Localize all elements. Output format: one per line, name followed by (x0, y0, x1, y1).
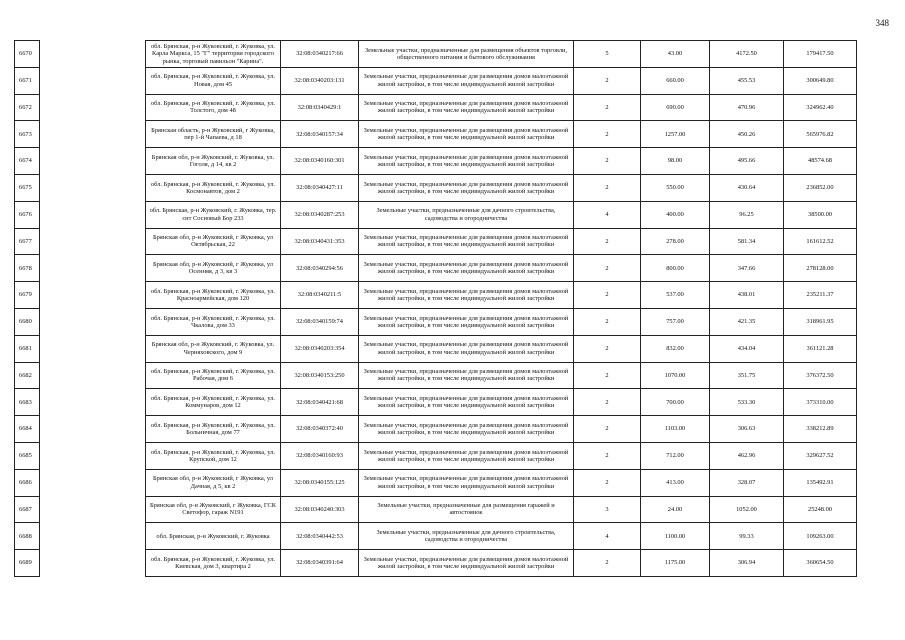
address-cell: Брянская обл, р-н Жуковский, г Жуковка, ул Октябрьская, 22 (146, 228, 281, 255)
table-row (15, 442, 857, 469)
spacer-cell (40, 523, 146, 550)
land-use-cell: Земельные участки, предназначенные для размещения домов малоэтажной жилой застройки, в том числе индивидуальной жилой застройки (359, 282, 574, 309)
specific-value-cell: 328.07 (710, 469, 784, 496)
row-number: 6688 (15, 523, 40, 550)
cadastral-value-cell: 361121.28 (784, 335, 857, 362)
specific-value-cell: 470.96 (710, 94, 784, 121)
cadastral-number-cell: 32:08:0340153:250 (281, 362, 359, 389)
cadastral-value-cell: 135492.91 (784, 469, 857, 496)
area-cell: 700.00 (641, 389, 710, 416)
cadastral-number-cell: 32:08:0340159:74 (281, 308, 359, 335)
group-cell: 2 (574, 389, 641, 416)
area-cell: 757.00 (641, 308, 710, 335)
specific-value-cell: 306.94 (710, 550, 784, 577)
group-cell: 2 (574, 308, 641, 335)
area-cell: 1257.00 (641, 121, 710, 148)
area-cell: 413.00 (641, 469, 710, 496)
table-row (15, 174, 857, 201)
spacer-cell (40, 496, 146, 523)
spacer-cell (40, 228, 146, 255)
table-row (15, 389, 857, 416)
cadastral-value-cell: 324962.40 (784, 94, 857, 121)
cadastral-value-cell: 235211.37 (784, 282, 857, 309)
address-cell: обл. Брянская, р-н Жуковский, г. Жуковка, ул. Карла Маркса, 15 "Г" территория городского рынка, торговый павильон "Карина". (146, 41, 281, 68)
address-cell: Брянская обл, р-н Жуковский, г Жуковка, ул Осенняя, д 3, кв 3 (146, 255, 281, 282)
spacer-cell (40, 201, 146, 228)
group-cell: 2 (574, 228, 641, 255)
cadastral-value-table (14, 40, 857, 577)
row-number: 6675 (15, 174, 40, 201)
group-cell: 2 (574, 335, 641, 362)
area-cell: 98.00 (641, 148, 710, 175)
address-cell: Брянская обл, р-н Жуковский, г. Жуковка, ул. Гоголя, д 14, кв 2 (146, 148, 281, 175)
specific-value-cell: 430.64 (710, 174, 784, 201)
spacer-cell (40, 148, 146, 175)
table-row (15, 41, 857, 68)
land-use-cell: Земельные участки, предназначенные для размещения домов малоэтажной жилой застройки, в том числе индивидуальной жилой застройки (359, 67, 574, 94)
row-number: 6686 (15, 469, 40, 496)
area-cell: 1070.00 (641, 362, 710, 389)
cadastral-number-cell: 32:08:0340421:68 (281, 389, 359, 416)
group-cell: 2 (574, 174, 641, 201)
table-row (15, 550, 857, 577)
page-number: 348 (875, 18, 889, 28)
group-cell: 2 (574, 550, 641, 577)
address-cell: обл. Брянская, р-н Жуковский, г. Жуковка, ул. Коммунаров, дом 12 (146, 389, 281, 416)
spacer-cell (40, 282, 146, 309)
row-number: 6682 (15, 362, 40, 389)
address-cell: Брянская обл, р-н Жуковский, г Жуковка, ул Дачная, д 5, кв 2 (146, 469, 281, 496)
table-row (15, 362, 857, 389)
land-use-cell: Земельные участки, предназначенные для размещения домов малоэтажной жилой застройки, в том числе индивидуальной жилой застройки (359, 255, 574, 282)
address-cell: обл. Брянская, р-н Жуковский, г. Жуковка, ул. Красноармейская, дом 120 (146, 282, 281, 309)
specific-value-cell: 421.35 (710, 308, 784, 335)
cadastral-number-cell: 32:08:0340442:53 (281, 523, 359, 550)
area-cell: 832.00 (641, 335, 710, 362)
cadastral-value-cell: 565976.82 (784, 121, 857, 148)
row-number: 6687 (15, 496, 40, 523)
specific-value-cell: 462.96 (710, 442, 784, 469)
row-number: 6678 (15, 255, 40, 282)
row-number: 6674 (15, 148, 40, 175)
cadastral-number-cell: 32:08:0340157:34 (281, 121, 359, 148)
row-number: 6681 (15, 335, 40, 362)
table-body (15, 41, 857, 577)
cadastral-value-cell: 329627.52 (784, 442, 857, 469)
cadastral-number-cell: 32:08:0340203:131 (281, 67, 359, 94)
address-cell: обл. Брянская, р-н Жуковский, г. Жуковка, ул. Рабочая, дом 6 (146, 362, 281, 389)
area-cell: 1175.00 (641, 550, 710, 577)
spacer-cell (40, 174, 146, 201)
specific-value-cell: 96.25 (710, 201, 784, 228)
specific-value-cell: 99.33 (710, 523, 784, 550)
land-use-cell: Земельные участки, предназначенные для размещения домов малоэтажной жилой застройки, в том числе индивидуальной жилой застройки (359, 148, 574, 175)
cadastral-value-cell: 109263.00 (784, 523, 857, 550)
cadastral-value-cell: 373310.00 (784, 389, 857, 416)
spacer-cell (40, 442, 146, 469)
specific-value-cell: 455.53 (710, 67, 784, 94)
group-cell: 2 (574, 362, 641, 389)
address-cell: обл. Брянская, р-н Жуковский, г. Жуковка, ул. Чкалова, дом 33 (146, 308, 281, 335)
address-cell: обл. Брянская, р-н Жуковский, г. Жуковка (146, 523, 281, 550)
group-cell: 2 (574, 121, 641, 148)
group-cell: 2 (574, 282, 641, 309)
address-cell: Брянская обл, р-н Жуковский, г. Жуковка, ул. Черняховского, дом 9 (146, 335, 281, 362)
specific-value-cell: 1052.00 (710, 496, 784, 523)
spacer-cell (40, 416, 146, 443)
row-number: 6670 (15, 41, 40, 68)
table-row (15, 228, 857, 255)
land-use-cell: Земельные участки, предназначенные для размещения домов малоэтажной жилой застройки, в том числе индивидуальной жилой застройки (359, 442, 574, 469)
group-cell: 2 (574, 442, 641, 469)
group-cell: 3 (574, 496, 641, 523)
cadastral-number-cell: 32:08:0340294:56 (281, 255, 359, 282)
row-number: 6683 (15, 389, 40, 416)
address-cell: обл. Брянская, р-н Жуковский, г. Жуковка, ул. Больничная, дом 77 (146, 416, 281, 443)
cadastral-number-cell: 32:08:0340240:303 (281, 496, 359, 523)
land-use-cell: Земельные участки, предназначенные для размещения домов малоэтажной жилой застройки, в том числе индивидуальной жилой застройки (359, 362, 574, 389)
cadastral-value-cell: 25248.00 (784, 496, 857, 523)
spacer-cell (40, 550, 146, 577)
cadastral-value-cell: 300649.80 (784, 67, 857, 94)
cadastral-value-cell: 179417.50 (784, 41, 857, 68)
cadastral-number-cell: 32:08:0340372:40 (281, 416, 359, 443)
table-row (15, 308, 857, 335)
group-cell: 4 (574, 201, 641, 228)
spacer-cell (40, 469, 146, 496)
land-use-cell: Земельные участки, предназначенные для размещения домов малоэтажной жилой застройки, в том числе индивидуальной жилой застройки (359, 308, 574, 335)
cadastral-number-cell: 32:08:0340287:253 (281, 201, 359, 228)
cadastral-number-cell: 32:08:0340431:353 (281, 228, 359, 255)
row-number: 6679 (15, 282, 40, 309)
row-number: 6680 (15, 308, 40, 335)
address-cell: обл. Брянская, р-н Жуковский, г. Жуковка, ул. Толстого, дом 48 (146, 94, 281, 121)
cadastral-number-cell: 32:08:0340427:11 (281, 174, 359, 201)
group-cell: 2 (574, 469, 641, 496)
area-cell: 690.00 (641, 94, 710, 121)
land-use-cell: Земельные участки, предназначенные для размещения домов малоэтажной жилой застройки, в том числе индивидуальной жилой застройки (359, 335, 574, 362)
table-row (15, 94, 857, 121)
land-use-cell: Земельные участки, предназначенные для размещения гаражей и автостоянок (359, 496, 574, 523)
row-number: 6672 (15, 94, 40, 121)
area-cell: 800.00 (641, 255, 710, 282)
group-cell: 2 (574, 255, 641, 282)
address-cell: обл. Брянская, р-н Жуковский, г. Жуковка, ул. Киевская, дом 3, квартира 2 (146, 550, 281, 577)
cadastral-number-cell: 32:08:0340217:66 (281, 41, 359, 68)
table-row (15, 255, 857, 282)
land-use-cell: Земельные участки, предназначенные для размещения домов малоэтажной жилой застройки, в том числе индивидуальной жилой застройки (359, 469, 574, 496)
specific-value-cell: 347.66 (710, 255, 784, 282)
cadastral-value-cell: 360654.50 (784, 550, 857, 577)
area-cell: 43.00 (641, 41, 710, 68)
specific-value-cell: 434.04 (710, 335, 784, 362)
specific-value-cell: 581.34 (710, 228, 784, 255)
group-cell: 2 (574, 94, 641, 121)
cadastral-value-cell: 38500.00 (784, 201, 857, 228)
row-number: 6689 (15, 550, 40, 577)
cadastral-value-cell: 338212.89 (784, 416, 857, 443)
area-cell: 1103.00 (641, 416, 710, 443)
cadastral-number-cell: 32:08:0340391:64 (281, 550, 359, 577)
spacer-cell (40, 255, 146, 282)
cadastral-number-cell: 32:08:0340203:354 (281, 335, 359, 362)
address-cell: обл. Брянская, р-н Жуковский, г. Жуковка, ул. Космонавтов, дом 2 (146, 174, 281, 201)
land-use-cell: Земельные участки, предназначенные для размещения объектов торговли, общественного питания и бытового обслуживания (359, 41, 574, 68)
table-row (15, 148, 857, 175)
table-row (15, 121, 857, 148)
table-row (15, 335, 857, 362)
specific-value-cell: 533.30 (710, 389, 784, 416)
area-cell: 278.00 (641, 228, 710, 255)
cadastral-number-cell: 32:08:0340429:1 (281, 94, 359, 121)
table-row (15, 67, 857, 94)
cadastral-number-cell: 32:08:0340211:5 (281, 282, 359, 309)
specific-value-cell: 450.26 (710, 121, 784, 148)
group-cell: 2 (574, 416, 641, 443)
address-cell: обл. Брянская, р-н Жуковский, г. Жуковка, ул. Новая, дом 45 (146, 67, 281, 94)
table-row (15, 416, 857, 443)
land-use-cell: Земельные участки, предназначенные для размещения домов малоэтажной жилой застройки, в том числе индивидуальной жилой застройки (359, 94, 574, 121)
table-row (15, 496, 857, 523)
group-cell: 2 (574, 67, 641, 94)
address-cell: обл. Брянская, р-н Жуковский, г. Жуковка, ул. Крупской, дом 12 (146, 442, 281, 469)
cadastral-value-cell: 318961.95 (784, 308, 857, 335)
spacer-cell (40, 389, 146, 416)
row-number: 6671 (15, 67, 40, 94)
address-cell: Брянская обл, р-н Жуковский, г Жуковка, ГСК Светофор, гараж N191 (146, 496, 281, 523)
cadastral-number-cell: 32:08:0340160:301 (281, 148, 359, 175)
spacer-cell (40, 94, 146, 121)
spacer-cell (40, 41, 146, 68)
area-cell: 24.00 (641, 496, 710, 523)
cadastral-value-cell: 236852.00 (784, 174, 857, 201)
land-use-cell: Земельные участки, предназначенные для размещения домов малоэтажной жилой застройки, в том числе индивидуальной жилой застройки (359, 121, 574, 148)
area-cell: 537.00 (641, 282, 710, 309)
specific-value-cell: 306.63 (710, 416, 784, 443)
cadastral-number-cell: 32:08:0340155:125 (281, 469, 359, 496)
area-cell: 400.00 (641, 201, 710, 228)
area-cell: 1100.00 (641, 523, 710, 550)
row-number: 6684 (15, 416, 40, 443)
area-cell: 660.00 (641, 67, 710, 94)
specific-value-cell: 495.66 (710, 148, 784, 175)
land-use-cell: Земельные участки, предназначенные для размещения домов малоэтажной жилой застройки, в том числе индивидуальной жилой застройки (359, 416, 574, 443)
cadastral-value-cell: 161612.52 (784, 228, 857, 255)
specific-value-cell: 4172.50 (710, 41, 784, 68)
spacer-cell (40, 67, 146, 94)
area-cell: 712.00 (641, 442, 710, 469)
cadastral-value-cell: 376372.50 (784, 362, 857, 389)
group-cell: 4 (574, 523, 641, 550)
table-row (15, 523, 857, 550)
area-cell: 550.00 (641, 174, 710, 201)
spacer-cell (40, 362, 146, 389)
address-cell: Брянская область, р-н Жуковский, г Жуковка, пер 1-й Чапаева, д 18 (146, 121, 281, 148)
land-use-cell: Земельные участки, предназначенные для размещения домов малоэтажной жилой застройки, в том числе индивидуальной жилой застройки (359, 550, 574, 577)
cadastral-value-cell: 278128.00 (784, 255, 857, 282)
cadastral-number-cell: 32:08:0340160:93 (281, 442, 359, 469)
row-number: 6676 (15, 201, 40, 228)
specific-value-cell: 351.75 (710, 362, 784, 389)
row-number: 6677 (15, 228, 40, 255)
table-row (15, 282, 857, 309)
land-use-cell: Земельные участки, предназначенные для дачного строительства, садоводства и огородничества (359, 201, 574, 228)
address-cell: обл. Брянская, р-н Жуковский, г. Жуковка, тер. снт Сосновый Бор 233 (146, 201, 281, 228)
spacer-cell (40, 308, 146, 335)
row-number: 6673 (15, 121, 40, 148)
group-cell: 5 (574, 41, 641, 68)
spacer-cell (40, 121, 146, 148)
land-use-cell: Земельные участки, предназначенные для размещения домов малоэтажной жилой застройки, в том числе индивидуальной жилой застройки (359, 174, 574, 201)
group-cell: 2 (574, 148, 641, 175)
land-use-cell: Земельные участки, предназначенные для размещения домов малоэтажной жилой застройки, в том числе индивидуальной жилой застройки (359, 228, 574, 255)
cadastral-value-cell: 48574.68 (784, 148, 857, 175)
land-use-cell: Земельные участки, предназначенные для дачного строительства, садоводства и огородничества (359, 523, 574, 550)
spacer-cell (40, 335, 146, 362)
land-use-cell: Земельные участки, предназначенные для размещения домов малоэтажной жилой застройки, в том числе индивидуальной жилой застройки (359, 389, 574, 416)
table-row (15, 201, 857, 228)
specific-value-cell: 438.01 (710, 282, 784, 309)
table-row (15, 469, 857, 496)
row-number: 6685 (15, 442, 40, 469)
